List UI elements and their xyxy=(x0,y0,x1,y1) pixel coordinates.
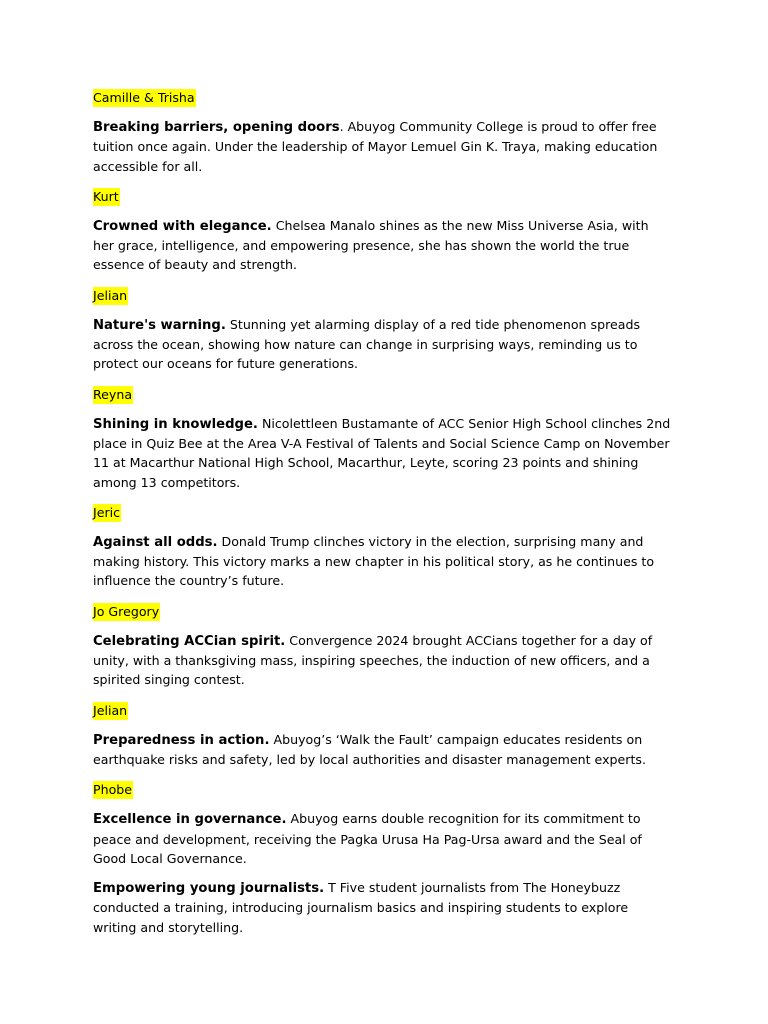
news-item xyxy=(93,532,673,591)
news-entry xyxy=(93,87,673,176)
author-highlight: Phobe xyxy=(93,782,133,798)
news-body: Abuyog’s ‘Walk the Fault’ campaign educates residents on earthquake risks and safety, led by local authorities and disaster management experts. xyxy=(93,731,646,767)
news-headline: Against all odds. xyxy=(93,534,218,550)
news-body: T Five student journalists from The Honeybuzz conducted a training, introducing journalism basics and inspiring students to explore writing and storytelling. xyxy=(93,880,629,935)
news-headline: Nature's warning. xyxy=(93,317,226,333)
news-body: Stunning yet alarming display of a red tide phenomenon spreads across the ocean, showing how nature can change in surprising ways, reminding us to protect our oceans for future generations. xyxy=(93,316,641,372)
news-entry xyxy=(93,878,673,937)
news-headline: Breaking barriers, opening doors xyxy=(93,120,340,135)
news-body: Chelsea Manalo shines as the new Miss Universe Asia, with her grace, intelligence, and empowering presence, she has shown the world the true essence of beauty and strength. xyxy=(93,217,649,273)
news-body: Donald Trump clinches victory in the election, surprising many and making history. This victory marks a new chapter in his political story, as he continues to influence the country’s future. xyxy=(93,533,655,589)
author-highlight: Jeric xyxy=(93,504,121,520)
news-entry xyxy=(93,700,673,770)
news-headline: Celebrating ACCian spirit. xyxy=(93,633,286,649)
document-page xyxy=(93,87,673,947)
news-entry xyxy=(93,186,673,275)
news-item xyxy=(93,414,673,492)
news-item xyxy=(93,809,673,868)
news-item xyxy=(93,117,673,176)
author-highlight: Jelian xyxy=(93,287,128,303)
news-item xyxy=(93,631,673,690)
author-highlight: Camille & Trisha xyxy=(93,90,195,105)
news-entry xyxy=(93,285,673,374)
news-entry xyxy=(93,384,673,492)
news-body: Nicolettleen Bustamante of ACC Senior High School clinches 2nd place in Quiz Bee at the Area V-A Festival of Talents and Social Science Camp on November 11 at Macarthur National High School, Macarthur, Leyte, scoring 23 points and shining among 13 competitors. xyxy=(93,415,671,490)
author-highlight: Jelian xyxy=(93,702,128,718)
news-body: Abuyog earns double recognition for its commitment to peace and development, receiving the Pagka Urusa Ha Pag-Ursa award and the Seal of Good Local Governance. xyxy=(93,811,642,866)
news-headline: Crowned with elegance. xyxy=(93,218,272,234)
news-headline: Shining in knowledge. xyxy=(93,416,258,432)
news-item xyxy=(93,878,673,937)
news-body: . Abuyog Community College is proud to offer free tuition once again. Under the leadership of Mayor Lemuel Gin K. Traya, making education accessible for all. xyxy=(93,119,658,174)
news-entry xyxy=(93,601,673,690)
author-highlight: Jo Gregory xyxy=(93,603,160,619)
news-item xyxy=(93,730,673,770)
author-highlight: Reyna xyxy=(93,386,133,402)
news-entry xyxy=(93,779,673,868)
news-headline: Preparedness in action. xyxy=(93,732,270,748)
author-highlight: Kurt xyxy=(93,188,119,204)
news-body: Convergence 2024 brought ACCians together for a day of unity, with a thanksgiving mass, inspiring speeches, the induction of new officers, and a spirited singing contest. xyxy=(93,632,653,688)
news-item xyxy=(93,216,673,275)
news-headline: Empowering young journalists. xyxy=(93,881,325,897)
news-entry xyxy=(93,502,673,591)
news-headline: Excellence in governance. xyxy=(93,812,287,828)
news-item xyxy=(93,315,673,374)
